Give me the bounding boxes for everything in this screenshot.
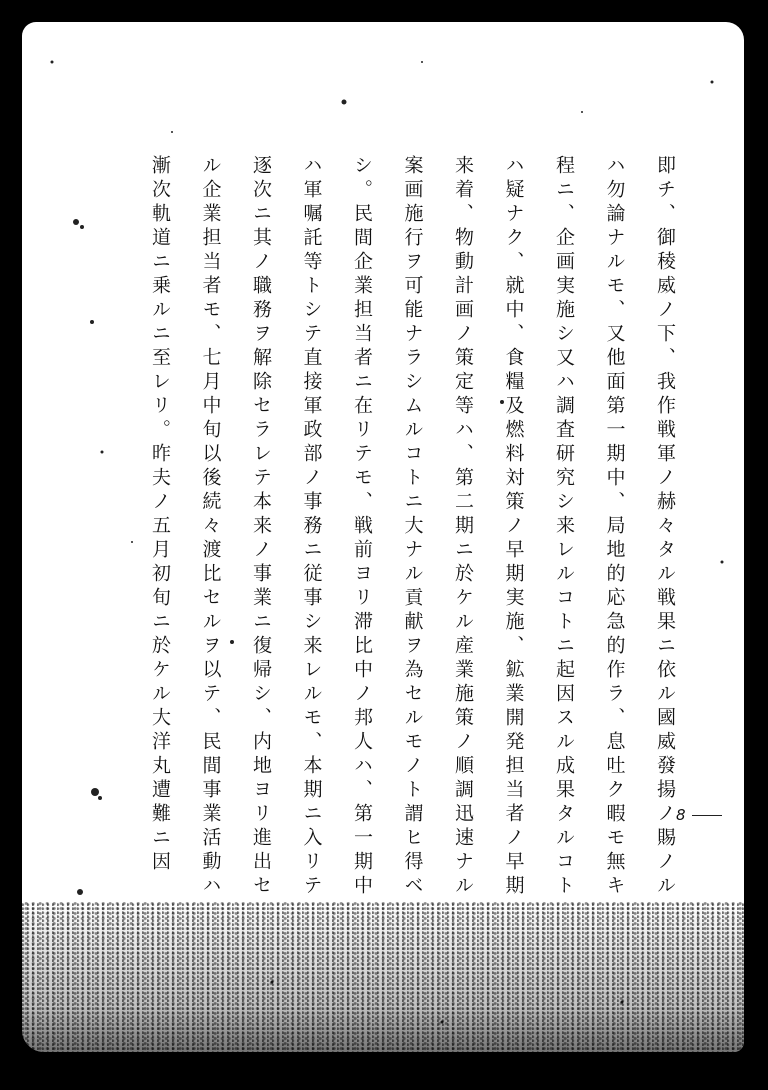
text-line: ハ疑ナク、就中、食糧及燃料対策ノ早期実施、鉱業開発担当者ノ早期 — [502, 155, 525, 899]
text-line: 即チ、御稜威ノ下、我作戦軍ノ赫々タル戦果ニ依ル國威發揚ノ賜ノル — [654, 155, 676, 899]
text-line: 来着、物動計画ノ策定等ハ、第二期ニ於ケル産業施策ノ順調迅速ナル — [452, 155, 474, 899]
text-line: シ。民間企業担当者ニ在リテモ、戦前ヨリ滞比中ノ邦人ハ、第一期中 — [351, 155, 373, 899]
text-line: 逐次ニ其ノ職務ヲ解除セラレテ本来ノ事業ニ復帰シ、内地ヨリ進出セ — [250, 155, 272, 899]
text-line: ル企業担当者モ、七月中旬以後続々渡比セルヲ以テ、民間事業活動ハ — [199, 155, 222, 899]
text-line: 案画施行ヲ可能ナラシムルコトニ大ナル貢献ヲ為セルモノト謂ヒ得ベ — [401, 155, 424, 899]
page-number: 8 — [676, 806, 686, 824]
scan-shadow — [22, 902, 744, 1052]
text-line: 漸次軌道ニ乗ルニ至レリ。昨夫ノ五月初旬ニ於ケル大洋丸遭難ニ因 — [149, 155, 171, 875]
page-number-rule — [692, 815, 722, 816]
text-line: ハ勿論ナルモ、又他面第一期中、局地的応急的作ラ、息吐ク暇モ無キ — [603, 155, 626, 899]
text-line: ハ軍嘱託等トシテ直接軍政部ノ事務ニ従事シ来レルモ、本期ニ入リテ — [300, 155, 323, 899]
text-line: 程ニ、企画実施シ又ハ調査研究シ来レルコトニ起因スル成果タルコト — [553, 155, 575, 899]
vertical-text-body — [135, 155, 691, 915]
